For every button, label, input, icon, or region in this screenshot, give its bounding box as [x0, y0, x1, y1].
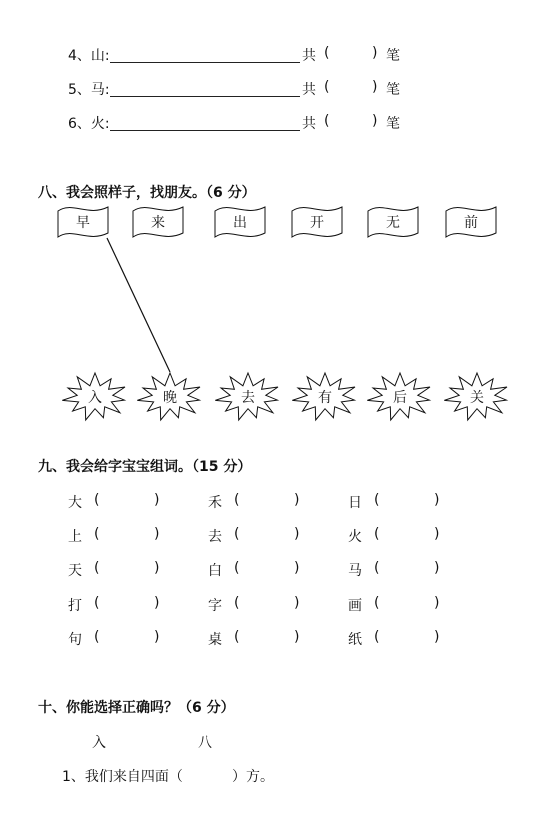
- character: 字: [208, 598, 222, 614]
- paren-close: ): [372, 45, 378, 61]
- paren-open: (: [374, 526, 380, 542]
- unit-label: 笔: [386, 82, 400, 98]
- choice-option: 八: [198, 735, 212, 751]
- answer-blank[interactable]: [104, 492, 152, 510]
- paren-close: ): [154, 595, 160, 611]
- star-character: 后: [393, 390, 407, 406]
- answer-blank[interactable]: [104, 595, 152, 613]
- star-card[interactable]: [292, 373, 355, 420]
- flag-character: 早: [76, 215, 90, 231]
- character: 日: [348, 495, 362, 511]
- flag-character: 出: [233, 215, 247, 231]
- paren-close: ): [372, 113, 378, 129]
- paren-close: ): [434, 595, 440, 611]
- character: 纸: [348, 632, 362, 648]
- flag-character: 前: [464, 215, 478, 231]
- star-character: 有: [318, 390, 332, 406]
- star-character: 关: [470, 390, 484, 406]
- paren-open: (: [234, 629, 240, 645]
- paren-open: (: [94, 526, 100, 542]
- paren-open: (: [94, 492, 100, 508]
- paren-close: ): [154, 492, 160, 508]
- character: 画: [348, 598, 362, 614]
- character: 上: [68, 529, 82, 545]
- paren-open: (: [234, 560, 240, 576]
- paren-close: ): [294, 629, 300, 645]
- paren-open: (: [94, 560, 100, 576]
- character: 大: [68, 495, 82, 511]
- answer-blank[interactable]: [244, 560, 292, 578]
- star-card[interactable]: [215, 373, 278, 420]
- character: 天: [68, 563, 82, 579]
- paren-open: (: [324, 79, 330, 95]
- character: 白: [208, 563, 222, 579]
- stroke-label: 5、马:: [68, 82, 110, 98]
- paren-open: (: [324, 113, 330, 129]
- paren-open: (: [324, 45, 330, 61]
- answer-blank[interactable]: [244, 595, 292, 613]
- section-8-title: 八、我会照样子，找朋友。（6 分）: [38, 185, 256, 201]
- paren-close: ): [434, 526, 440, 542]
- answer-blank[interactable]: [104, 526, 152, 544]
- paren-open: (: [374, 560, 380, 576]
- paren-close: ): [434, 629, 440, 645]
- flag-character: 无: [386, 215, 400, 231]
- paren-close: ): [154, 526, 160, 542]
- total-label: 共: [302, 82, 316, 98]
- paren-close: ): [434, 560, 440, 576]
- character: 打: [68, 598, 82, 614]
- paren-close: ): [294, 595, 300, 611]
- paren-close: ): [294, 560, 300, 576]
- paren-close: ): [434, 492, 440, 508]
- flag-card[interactable]: [368, 207, 418, 237]
- flag-card[interactable]: [446, 207, 496, 237]
- paren-close: ): [154, 629, 160, 645]
- answer-blank[interactable]: [244, 629, 292, 647]
- star-card[interactable]: [137, 373, 200, 420]
- answer-blank[interactable]: [244, 526, 292, 544]
- star-card[interactable]: [367, 373, 430, 420]
- section-9-title: 九、我会给字宝宝组词。（15 分）: [38, 459, 252, 475]
- question-1-prefix: 1、我们来自四面（: [62, 769, 183, 785]
- example-match-line: [107, 238, 170, 372]
- flag-card[interactable]: [292, 207, 342, 237]
- answer-blank[interactable]: [384, 526, 432, 544]
- flag-card[interactable]: [58, 207, 108, 237]
- question-1-suffix: ）方。: [232, 769, 274, 785]
- paren-close: ): [294, 526, 300, 542]
- character: 火: [348, 529, 362, 545]
- answer-blank[interactable]: [384, 629, 432, 647]
- answer-blank[interactable]: [104, 560, 152, 578]
- character: 句: [68, 632, 82, 648]
- paren-close: ): [154, 560, 160, 576]
- paren-open: (: [234, 526, 240, 542]
- character: 桌: [208, 632, 222, 648]
- answer-blank[interactable]: [384, 492, 432, 510]
- stroke-label: 4、山:: [68, 48, 110, 64]
- star-character: 晚: [163, 390, 177, 406]
- paren-open: (: [374, 492, 380, 508]
- paren-open: (: [374, 595, 380, 611]
- answer-blank[interactable]: [196, 766, 226, 784]
- paren-close: ): [372, 79, 378, 95]
- unit-label: 笔: [386, 116, 400, 132]
- character: 去: [208, 529, 222, 545]
- star-card[interactable]: [444, 373, 507, 420]
- paren-open: (: [94, 629, 100, 645]
- total-label: 共: [302, 116, 316, 132]
- character: 马: [348, 563, 362, 579]
- character: 禾: [208, 495, 222, 511]
- answer-blank[interactable]: [104, 629, 152, 647]
- stroke-label: 6、火:: [68, 116, 110, 132]
- star-card[interactable]: [62, 373, 125, 420]
- star-character: 去: [241, 390, 255, 406]
- flag-character: 开: [310, 215, 324, 231]
- paren-open: (: [234, 595, 240, 611]
- paren-open: (: [94, 595, 100, 611]
- total-label: 共: [302, 48, 316, 64]
- flag-card[interactable]: [215, 207, 265, 237]
- answer-blank[interactable]: [384, 560, 432, 578]
- star-character: 入: [88, 390, 102, 406]
- paren-open: (: [234, 492, 240, 508]
- flag-card[interactable]: [133, 207, 183, 237]
- answer-blank[interactable]: [384, 595, 432, 613]
- paren-open: (: [374, 629, 380, 645]
- section-10-title: 十、你能选择正确吗？（6 分）: [38, 700, 235, 716]
- choice-option: 入: [92, 735, 106, 751]
- paren-close: ): [294, 492, 300, 508]
- unit-label: 笔: [386, 48, 400, 64]
- answer-blank[interactable]: [244, 492, 292, 510]
- flag-character: 来: [151, 215, 165, 231]
